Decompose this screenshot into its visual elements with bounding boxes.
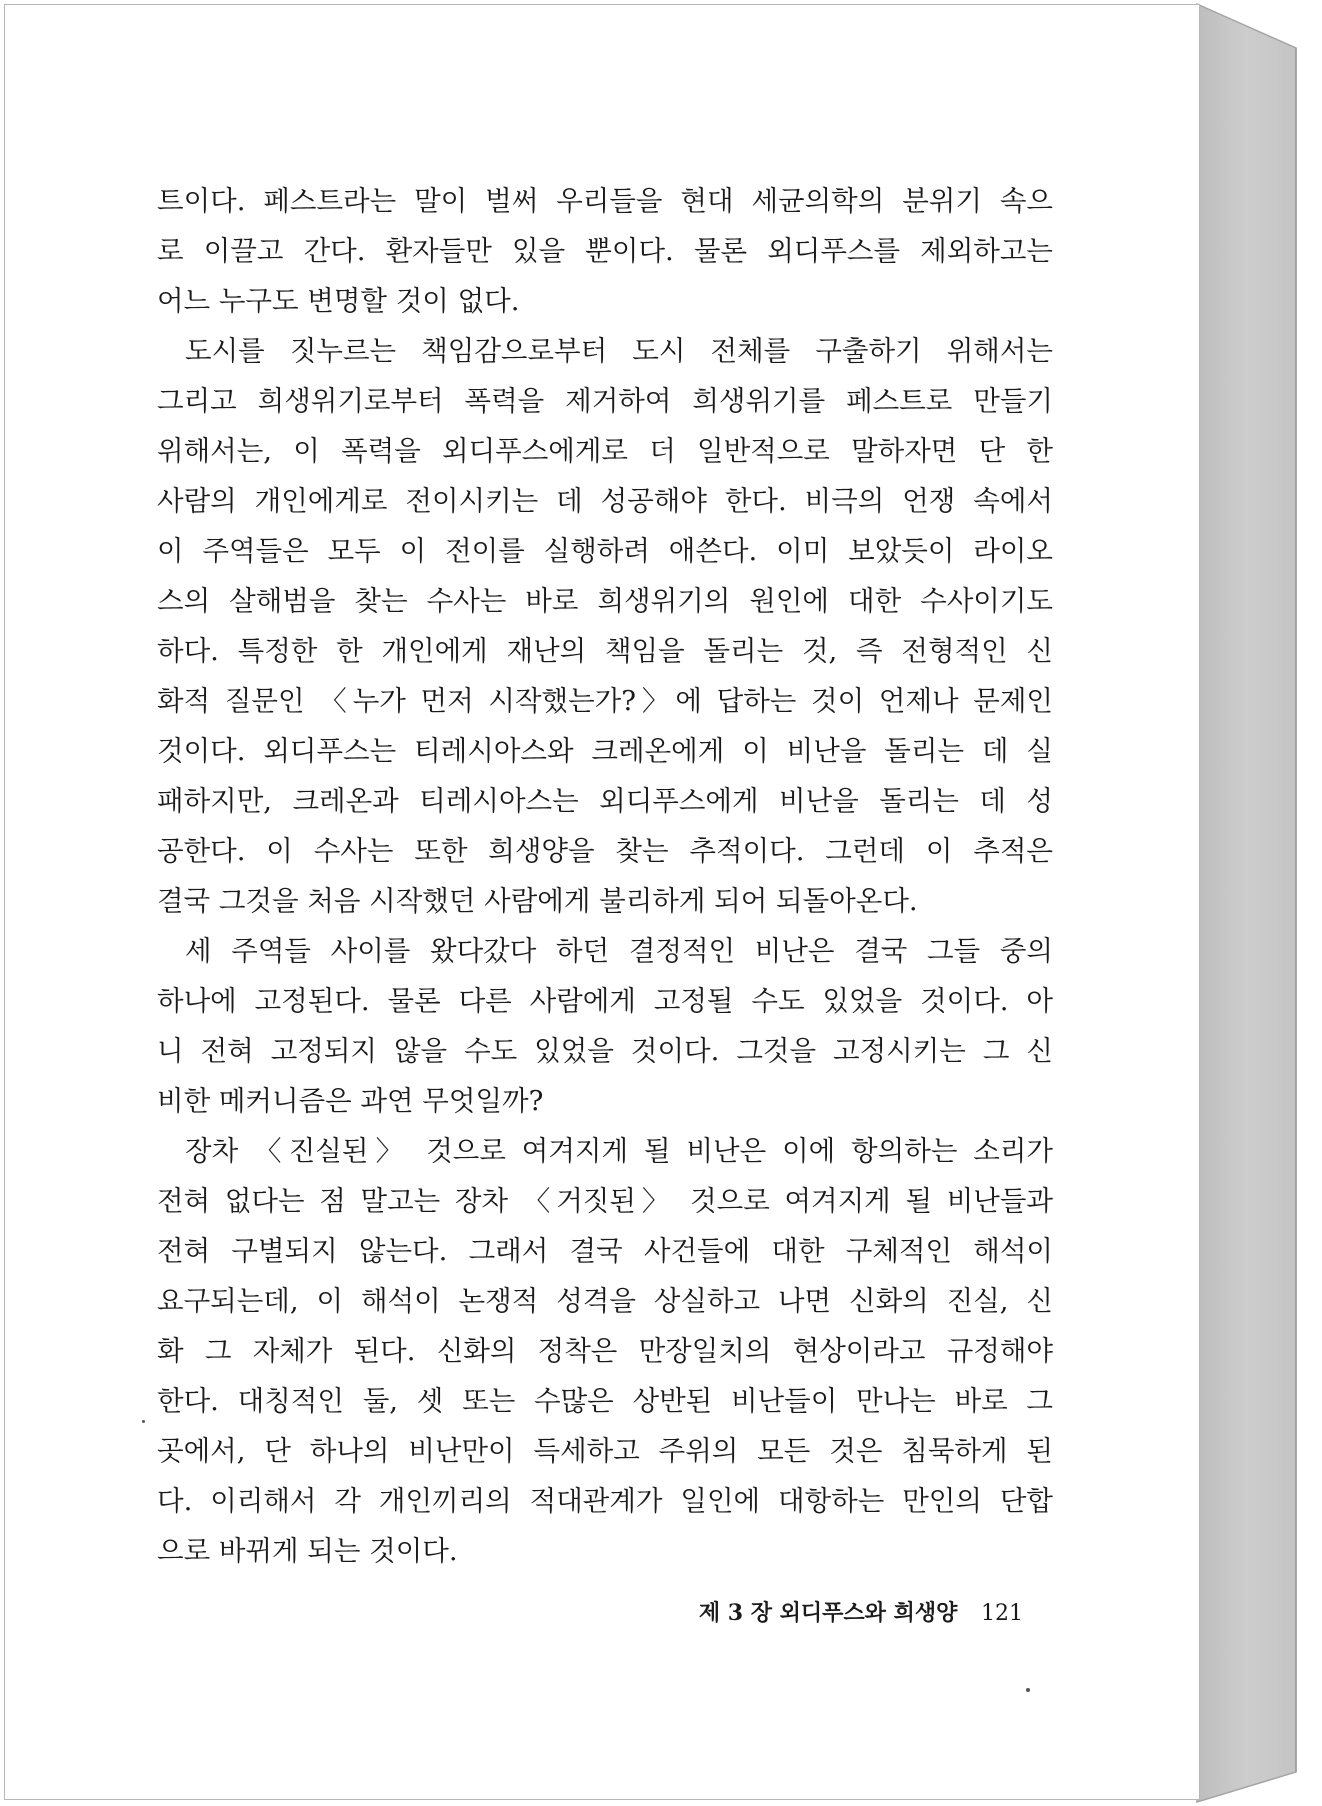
text-line: 결국 그것을 처음 시작했던 사람에게 불리하게 되어 되돌아온다. <box>157 885 918 917</box>
text-line: 세 주역들 사이를 왔다갔다 하던 결정적인 비난은 결국 그들 중의 <box>185 935 1053 967</box>
text-line: 곳에서, 단 하나의 비난만이 득세하고 주위의 모든 것은 침묵하게 된 <box>157 1435 1053 1467</box>
text-line: 위해서는, 이 폭력을 외디푸스에게로 더 일반적으로 말하자면 단 한 <box>157 435 1053 467</box>
body-text <box>157 176 1053 1576</box>
text-line: 한다. 대칭적인 둘, 셋 또는 수많은 상반된 비난들이 만나는 바로 그 <box>157 1385 1053 1417</box>
text-line: 공한다. 이 수사는 또한 희생양을 찾는 추적이다. 그런데 이 추적은 <box>157 835 1053 867</box>
text-line: 하다. 특정한 한 개인에게 재난의 책임을 돌리는 것, 즉 전형적인 신 <box>157 635 1053 667</box>
text-line: 도시를 짓누르는 책임감으로부터 도시 전체를 구출하기 위해서는 <box>185 335 1053 367</box>
text-line: 이 주역들은 모두 이 전이를 실행하려 애쓴다. 이미 보았듯이 라이오 <box>157 535 1053 567</box>
text-line: 요구되는데, 이 해석이 논쟁적 성격을 상실하고 나면 신화의 진실, 신 <box>157 1285 1053 1317</box>
text-line: 사람의 개인에게로 전이시키는 데 성공해야 한다. 비극의 언쟁 속에서 <box>157 485 1053 517</box>
text-line: 니 전혀 고정되지 않을 수도 있었을 것이다. 그것을 고정시키는 그 신 <box>157 1035 1053 1067</box>
text-line: 스의 살해범을 찾는 수사는 바로 희생위기의 원인에 대한 수사이기도 <box>157 585 1053 617</box>
text-line: 전혀 없다는 점 말고는 장차 〈거짓된〉 것으로 여겨지게 될 비난들과 <box>157 1185 1053 1217</box>
scan-speck <box>1026 1688 1030 1692</box>
page-number: 121 <box>981 1601 1023 1626</box>
text-line: 장차 〈진실된〉 것으로 여겨지게 될 비난은 이에 항의하는 소리가 <box>185 1135 1053 1167</box>
text-line: 화적 질문인 〈누가 먼저 시작했는가?〉에 답하는 것이 언제나 문제인 <box>157 685 1053 717</box>
running-footer <box>560 1596 1023 1627</box>
text-line: 화 그 자체가 된다. 신화의 정착은 만장일치의 현상이라고 규정해야 <box>157 1335 1053 1367</box>
chapter-title: 제 3 장 외디푸스와 희생양 <box>698 1600 958 1626</box>
text-line: 다. 이리해서 각 개인끼리의 적대관계가 일인에 대항하는 만인의 단합 <box>157 1485 1053 1517</box>
text-line: 로 이끌고 간다. 환자들만 있을 뿐이다. 물론 외디푸스를 제외하고는 <box>157 235 1053 267</box>
text-line: 것이다. 외디푸스는 티레시아스와 크레온에게 이 비난을 돌리는 데 실 <box>157 735 1053 767</box>
scan-speck <box>142 1420 145 1423</box>
text-line: 트이다. 페스트라는 말이 벌써 우리들을 현대 세균의학의 분위기 속으 <box>157 185 1053 217</box>
text-line: 그리고 희생위기로부터 폭력을 제거하여 희생위기를 페스트로 만들기 <box>157 385 1053 417</box>
text-line: 으로 바뀌게 되는 것이다. <box>157 1535 458 1567</box>
text-line: 패하지만, 크레온과 티레시아스는 외디푸스에게 비난을 돌리는 데 성 <box>157 785 1053 817</box>
text-line: 비한 메커니즘은 과연 무엇일까? <box>157 1085 544 1117</box>
text-line: 하나에 고정된다. 물론 다른 사람에게 고정될 수도 있었을 것이다. 아 <box>157 985 1053 1017</box>
text-line: 어느 누구도 변명할 것이 없다. <box>157 285 520 317</box>
text-line: 전혀 구별되지 않는다. 그래서 결국 사건들에 대한 구체적인 해석이 <box>157 1235 1053 1267</box>
